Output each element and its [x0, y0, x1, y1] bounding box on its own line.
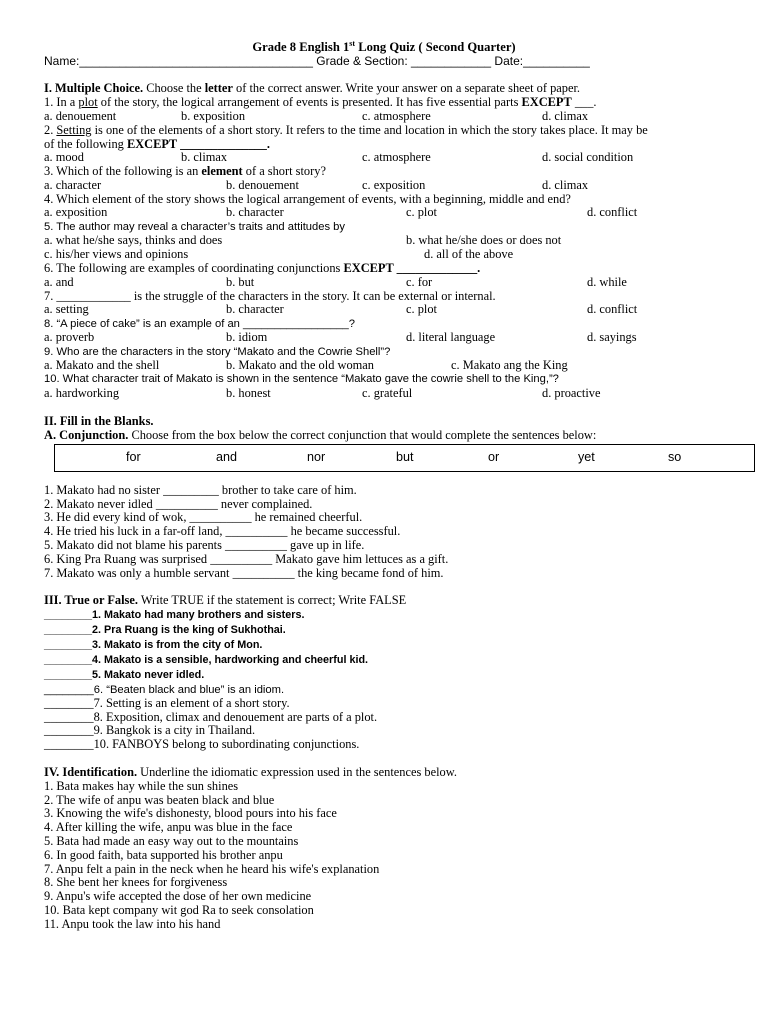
box-word: but	[396, 450, 414, 464]
id-item: 10. Bata kept company wit god Ra to seek consolation	[44, 903, 314, 917]
question-8: 8. “A piece of cake” is an example of an _________________?	[44, 318, 355, 330]
tf-item: ________7. Setting is an element of a short story.	[44, 696, 290, 710]
tf-item: ________10. FANBOYS belong to subordinating conjunctions.	[44, 737, 360, 751]
option: c. his/her views and opinions	[44, 247, 189, 261]
option: a. Makato and the shell	[44, 358, 160, 372]
option: b. climax	[181, 150, 228, 164]
option: d. climax	[542, 178, 589, 192]
option: b. but	[226, 275, 255, 289]
option: a. denouement	[44, 109, 117, 123]
option: a. character	[44, 178, 102, 192]
option: b. character	[226, 302, 284, 316]
fill-item: 7. Makato was only a humble servant __________ the king became fond of him.	[44, 566, 444, 580]
option: c. for	[406, 275, 433, 289]
option: d. conflict	[587, 205, 638, 219]
fill-item: 3. He did every kind of wok, __________ he remained cheerful.	[44, 510, 363, 524]
id-item: 3. Knowing the wife's dishonesty, blood pours into his face	[44, 806, 337, 820]
id-item: 1. Bata makes hay while the sun shines	[44, 779, 239, 793]
option: c. Makato ang the King	[451, 358, 568, 372]
section-blank: ____________	[411, 54, 492, 68]
student-info-line	[44, 54, 590, 68]
option: a. mood	[44, 150, 84, 164]
box-word: for	[126, 450, 141, 464]
part4-instructions: IV. Identification. Underline the idiomatic expression used in the sentences below.	[44, 765, 457, 779]
id-item: 7. Anpu felt a pain in the neck when he heard his wife's explanation	[44, 862, 380, 876]
box-word: and	[216, 450, 238, 464]
tf-item: ________6. “Beaten black and blue” is an idiom.	[44, 684, 285, 696]
option: c. plot	[406, 302, 437, 316]
question-6: 6. The following are examples of coordinating conjunctions EXCEPT _____________.	[44, 261, 481, 275]
option: d. all of the above	[424, 247, 514, 261]
date-blank: __________	[523, 54, 590, 68]
option: c. grateful	[362, 386, 413, 400]
id-item: 6. In good faith, bata supported his brother anpu	[44, 848, 283, 862]
option: d. social condition	[542, 150, 634, 164]
tf-item: ________5. Makato never idled.	[44, 669, 205, 681]
question-1: 1. In a plot of the story, the logical arrangement of events is presented. It has five essential parts EXCEPT ___.	[44, 95, 597, 109]
option: a. proverb	[44, 330, 95, 344]
option: d. sayings	[587, 330, 637, 344]
tf-item: ________9. Bangkok is a city in Thailand.	[44, 723, 256, 737]
id-item: 8. She bent her knees for forgiveness	[44, 875, 228, 889]
id-item: 5. Bata had made an easy way out to the mountains	[44, 834, 299, 848]
part2-heading: II. Fill in the Blanks.	[44, 414, 154, 428]
option: c. atmosphere	[362, 109, 431, 123]
option: d. conflict	[587, 302, 638, 316]
date-label: Date:	[491, 54, 524, 68]
fill-item: 4. He tried his luck in a far-off land, __________ he became successful.	[44, 524, 401, 538]
box-word: so	[668, 450, 682, 464]
box-word: yet	[578, 450, 595, 464]
option: c. exposition	[362, 178, 426, 192]
tf-item: ________1. Makato had many brothers and sisters.	[44, 609, 305, 621]
box-word: nor	[307, 450, 326, 464]
question-2-cont: of the following EXCEPT ______________.	[44, 137, 270, 151]
option: b. idiom	[226, 330, 268, 344]
option: a. what he/she says, thinks and does	[44, 233, 223, 247]
fill-item: 6. King Pra Ruang was surprised __________ Makato gave him lettuces as a gift.	[44, 552, 449, 566]
question-10: 10. What character trait of Makato is shown in the sentence “Makato gave the cowrie shell to the King,”?	[44, 373, 559, 385]
option: d. literal language	[406, 330, 496, 344]
option: a. exposition	[44, 205, 108, 219]
fill-item: 5. Makato did not blame his parents __________ gave up in life.	[44, 538, 365, 552]
id-item: 9. Anpu's wife accepted the dose of her own medicine	[44, 889, 312, 903]
page-title: Grade 8 English 1st Long Quiz ( Second Quarter)	[252, 39, 516, 55]
box-word: or	[488, 450, 500, 464]
question-9: 9. Who are the characters in the story “Makato and the Cowrie Shell”?	[44, 346, 391, 358]
part1-instructions: I. Multiple Choice. Choose the letter of the correct answer. Write your answer on a separate sheet of paper.	[44, 81, 581, 95]
question-7: 7. ____________ is the struggle of the characters in the story. It can be external or internal.	[44, 289, 496, 303]
option: b. character	[226, 205, 284, 219]
conjunction-word-box	[54, 444, 755, 472]
id-item: 4. After killing the wife, anpu was blue in the face	[44, 820, 293, 834]
question-4: 4. Which element of the story shows the logical arrangement of events, with a beginning, middle and end?	[44, 192, 571, 206]
id-item: 11. Anpu took the law into his hand	[44, 917, 221, 931]
fill-item: 2. Makato never idled __________ never complained.	[44, 497, 313, 511]
part2-instructions: A. Conjunction. Choose from the box below the correct conjunction that would complete the sentences below:	[44, 428, 597, 442]
option: a. and	[44, 275, 74, 289]
part3-instructions: III. True or False. Write TRUE if the statement is correct; Write FALSE	[44, 593, 407, 607]
option: b. denouement	[226, 178, 299, 192]
name-label: Name:	[44, 54, 80, 68]
question-2: 2. Setting is one of the elements of a short story. It refers to the time and location in which the story takes place. It may be	[44, 123, 648, 137]
tf-item: ________3. Makato is from the city of Mon.	[44, 639, 263, 651]
option: d. while	[587, 275, 627, 289]
option: d. proactive	[542, 386, 601, 400]
question-3: 3. Which of the following is an element of a short story?	[44, 164, 326, 178]
option: a. hardworking	[44, 386, 120, 400]
question-5: 5. The author may reveal a character’s traits and attitudes by	[44, 221, 345, 233]
tf-item: ________2. Pra Ruang is the king of Sukhothai.	[44, 624, 286, 636]
option: c. plot	[406, 205, 437, 219]
option: b. exposition	[181, 109, 246, 123]
name-blank: ___________________________________	[79, 54, 313, 68]
option: a. setting	[44, 302, 89, 316]
option: b. Makato and the old woman	[226, 358, 374, 372]
option: d. climax	[542, 109, 589, 123]
tf-item: ________8. Exposition, climax and denouement are parts of a plot.	[44, 710, 378, 724]
option: b. what he/she does or does not	[406, 233, 562, 247]
section-label: Grade & Section:	[312, 54, 411, 68]
option: c. atmosphere	[362, 150, 431, 164]
id-item: 2. The wife of anpu was beaten black and blue	[44, 793, 275, 807]
option: b. honest	[226, 386, 271, 400]
fill-item: 1. Makato had no sister _________ brother to take care of him.	[44, 483, 357, 497]
tf-item: ________4. Makato is a sensible, hardworking and cheerful kid.	[44, 654, 369, 666]
